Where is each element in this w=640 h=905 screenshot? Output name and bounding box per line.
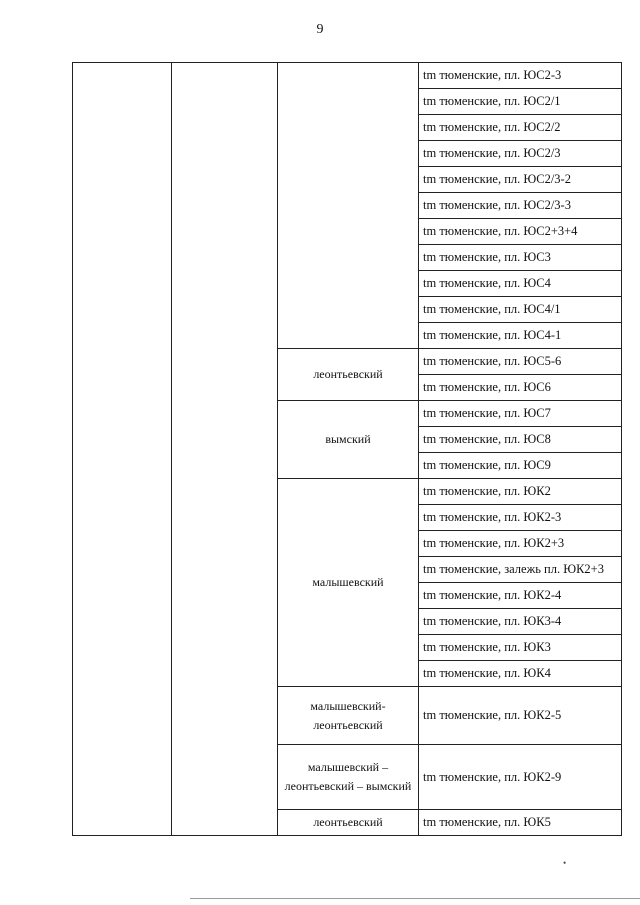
layer-cell: tm тюменские, пл. ЮК2-5: [419, 687, 622, 745]
layer-cell: tm тюменские, пл. ЮС2-3: [419, 63, 622, 89]
layer-cell: tm тюменские, залежь пл. ЮК2+3: [419, 557, 622, 583]
layer-cell: tm тюменские, пл. ЮК3: [419, 635, 622, 661]
table-row: [73, 63, 622, 89]
layer-cell: tm тюменские, пл. ЮК3-4: [419, 609, 622, 635]
page-number: 9: [316, 22, 324, 37]
layer-cell: tm тюменские, пл. ЮК2-4: [419, 583, 622, 609]
layer-cell: tm тюменские, пл. ЮК2+3: [419, 531, 622, 557]
formation-cell: вымский: [278, 401, 419, 479]
formation-cell: [278, 687, 419, 745]
layer-cell: tm тюменские, пл. ЮС2+3+4: [419, 219, 622, 245]
layer-cell: tm тюменские, пл. ЮС2/2: [419, 115, 622, 141]
formation-line-1: малышевский –: [307, 760, 389, 774]
layer-cell: tm тюменские, пл. ЮС2/3-3: [419, 193, 622, 219]
formation-cell: леонтьевский: [278, 810, 419, 836]
layer-cell: tm тюменские, пл. ЮК2-3: [419, 505, 622, 531]
layer-cell: tm тюменские, пл. ЮС2/3-2: [419, 167, 622, 193]
layer-cell: tm тюменские, пл. ЮК4: [419, 661, 622, 687]
layer-cell: tm тюменские, пл. ЮК2-9: [419, 745, 622, 810]
layer-cell: tm тюменские, пл. ЮС6: [419, 375, 622, 401]
layer-cell: tm тюменские, пл. ЮС4/1: [419, 297, 622, 323]
empty-column-2: [172, 63, 278, 836]
formation-cell: леонтьевский: [278, 349, 419, 401]
layer-cell: tm тюменские, пл. ЮС3: [419, 245, 622, 271]
formation-line-1: малышевский-: [310, 698, 386, 713]
layer-cell: tm тюменские, пл. ЮС2/3: [419, 141, 622, 167]
layer-cell: tm тюменские, пл. ЮС4-1: [419, 323, 622, 349]
empty-column-1: [73, 63, 172, 836]
formation-line-2: леонтьевский – вымский: [284, 779, 412, 793]
layer-cell: tm тюменские, пл. ЮС2/1: [419, 89, 622, 115]
formation-cell: [278, 745, 419, 810]
reservoir-table: [72, 62, 622, 836]
page-bottom-edge: [190, 898, 640, 899]
layer-cell: tm тюменские, пл. ЮК2: [419, 479, 622, 505]
layer-cell: tm тюменские, пл. ЮС7: [419, 401, 622, 427]
layer-cell: tm тюменские, пл. ЮС5-6: [419, 349, 622, 375]
formation-line-2: леонтьевский: [313, 717, 383, 732]
layer-cell: tm тюменские, пл. ЮС9: [419, 453, 622, 479]
formation-cell: малышевский: [278, 479, 419, 687]
layer-cell: tm тюменские, пл. ЮС8: [419, 427, 622, 453]
layer-cell: tm тюменские, пл. ЮК5: [419, 810, 622, 836]
layer-cell: tm тюменские, пл. ЮС4: [419, 271, 622, 297]
formation-cell-empty: [278, 63, 419, 349]
scan-mark: •: [563, 858, 567, 868]
